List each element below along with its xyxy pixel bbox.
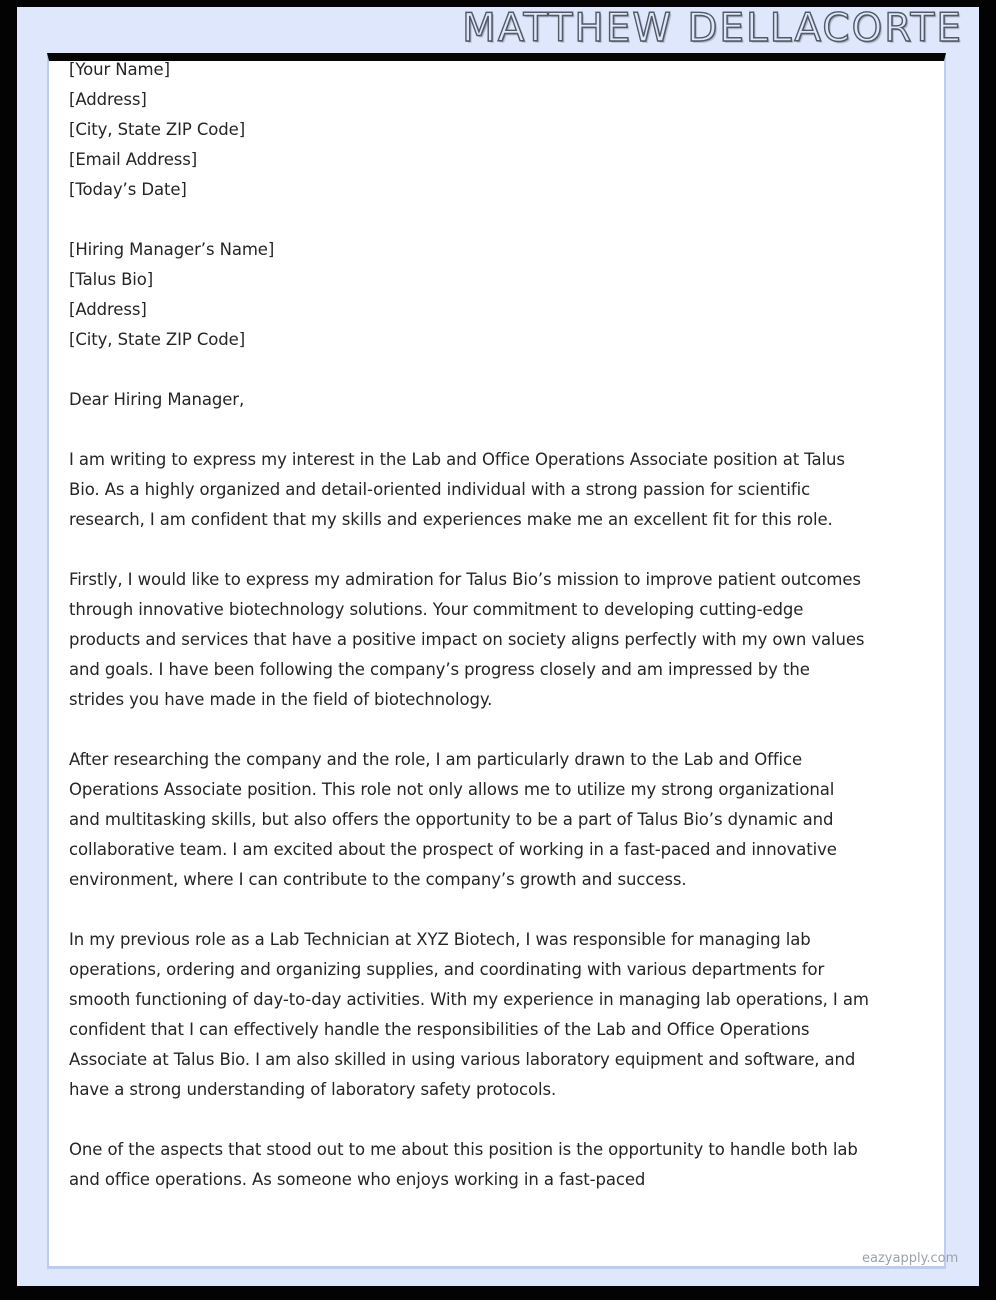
recipient-line-city: [City, State ZIP Code] <box>69 330 246 349</box>
recipient-line-name: [Hiring Manager’s Name] <box>69 240 275 259</box>
paragraph-5: One of the aspects that stood out to me about this position is the opportunity to handle both lab and office operations. As someone who enjoys working in a fast-paced <box>69 1140 858 1189</box>
letter-body <box>69 55 869 1225</box>
sender-line-city: [City, State ZIP Code] <box>69 120 246 139</box>
watermark-label: eazyapply.com <box>862 1251 959 1266</box>
recipient-line-address: [Address] <box>69 300 147 319</box>
sender-line-email: [Email Address] <box>69 150 198 169</box>
sender-line-address: [Address] <box>69 90 147 109</box>
recipient-line-company: [Talus Bio] <box>69 270 154 289</box>
page-background <box>17 7 979 1286</box>
paragraph-3: After researching the company and the role, I am particularly drawn to the Lab and Office Operations Associate position. This role not only allows me to utilize my strong organizational and multitasking skills, but also offers the opportunity to be a part of Talus Bio’s dynamic and collaborative team. I am excited about the prospect of working in a fast-paced and innovative environment, where I can contribute to the company’s growth and success. <box>69 750 837 889</box>
salutation: Dear Hiring Manager, <box>69 390 245 409</box>
sender-line-date: [Today’s Date] <box>69 180 187 199</box>
recipient-address-block <box>69 235 869 355</box>
letterhead-band <box>17 7 979 53</box>
paragraph-4: In my previous role as a Lab Technician at XYZ Biotech, I was responsible for managing lab operations, ordering and organizing supplies, and coordinating with various departments for smooth functioning of day-to-day activities. With my experience in managing lab operations, I am confident that I can effectively handle the responsibilities of the Lab and Office Operations Associate at Talus Bio. I am also skilled in using various laboratory equipment and software, and have a strong understanding of laboratory safety protocols. <box>69 930 869 1099</box>
paragraph-1: I am writing to express my interest in the Lab and Office Operations Associate position at Talus Bio. As a highly organized and detail-oriented individual with a strong passion for scientific research, I am confident that my skills and experiences make me an excellent fit for this role. <box>69 450 845 529</box>
sender-line-name: [Your Name] <box>69 60 170 79</box>
paragraph-2: Firstly, I would like to express my admiration for Talus Bio’s mission to improve patient outcomes through innovative biotechnology solutions. Your commitment to developing cutting-edge products and services that have a positive impact on society aligns perfectly with my own values and goals. I have been following the company’s progress closely and am impressed by the strides you have made in the field of biotechnology. <box>69 570 865 709</box>
sender-address-block <box>69 55 869 205</box>
letterhead-name: MATTHEW DELLACORTE <box>462 7 963 51</box>
